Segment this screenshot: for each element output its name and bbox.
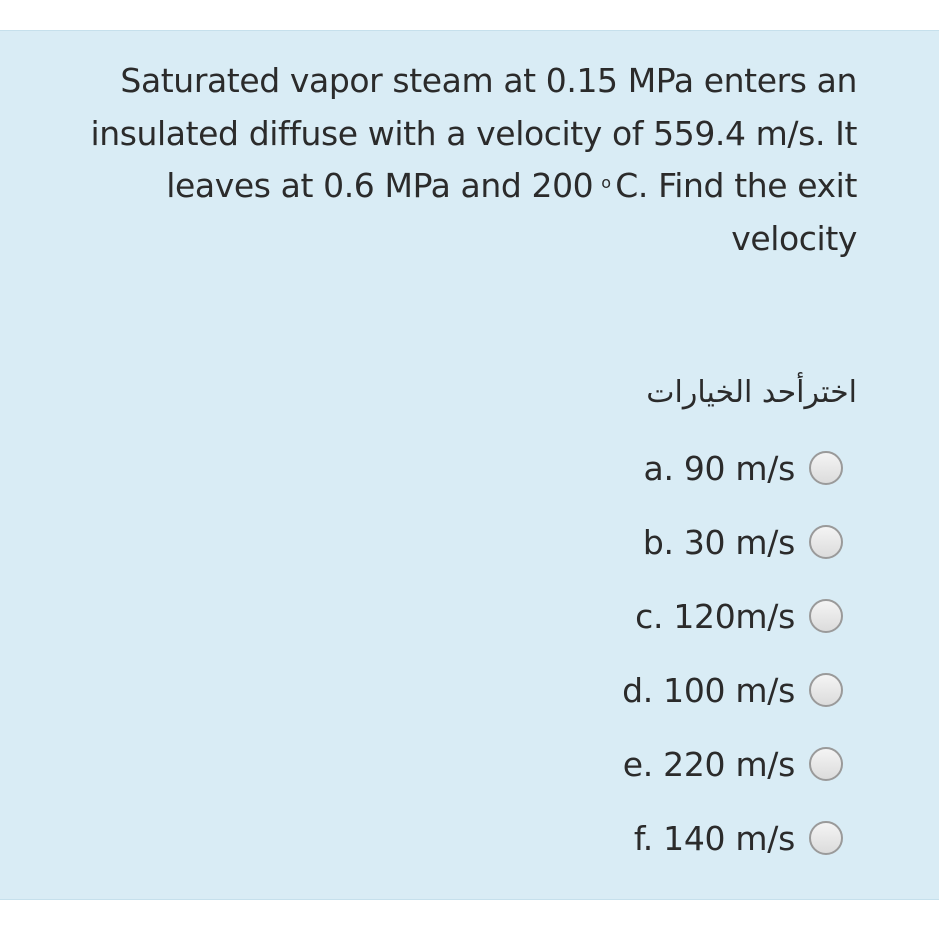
option-c-radio[interactable] xyxy=(809,599,843,633)
option-c-label[interactable]: c. 120m/s xyxy=(635,596,795,636)
question-text xyxy=(57,55,857,265)
question-line-1: Saturated vapor steam at 0.15 MPa enters an xyxy=(120,61,857,100)
answer-options xyxy=(443,431,843,875)
question-line-4: velocity xyxy=(731,218,857,258)
question-line-2: insulated diffuse with a velocity of 559.4 m/s. It xyxy=(90,113,857,153)
option-e[interactable] xyxy=(443,727,843,801)
question-line-3-end: C. Find the exit xyxy=(615,166,857,205)
option-b-radio[interactable] xyxy=(809,525,843,559)
option-d[interactable] xyxy=(443,653,843,727)
option-b-label[interactable]: b. 30 m/s xyxy=(642,522,795,562)
option-b[interactable] xyxy=(443,505,843,579)
option-d-radio[interactable] xyxy=(809,673,843,707)
question-line-3-start: leaves at 0.6 MPa and 200 xyxy=(166,166,594,205)
degree-symbol: o xyxy=(601,173,611,192)
choose-one-prompt: اخترأحد الخيارات xyxy=(646,375,857,410)
option-c[interactable] xyxy=(443,579,843,653)
question-panel xyxy=(0,30,939,900)
option-f-radio[interactable] xyxy=(809,821,843,855)
option-e-label[interactable]: e. 220 m/s xyxy=(622,744,795,784)
option-d-label[interactable]: d. 100 m/s xyxy=(622,670,795,710)
option-a-radio[interactable] xyxy=(809,451,843,485)
option-e-radio[interactable] xyxy=(809,747,843,781)
option-a-label[interactable]: a. 90 m/s xyxy=(643,448,795,488)
option-f[interactable] xyxy=(443,801,843,875)
option-a[interactable] xyxy=(443,431,843,505)
question-line-3 xyxy=(57,160,857,213)
option-f-label[interactable]: f. 140 m/s xyxy=(633,818,795,858)
